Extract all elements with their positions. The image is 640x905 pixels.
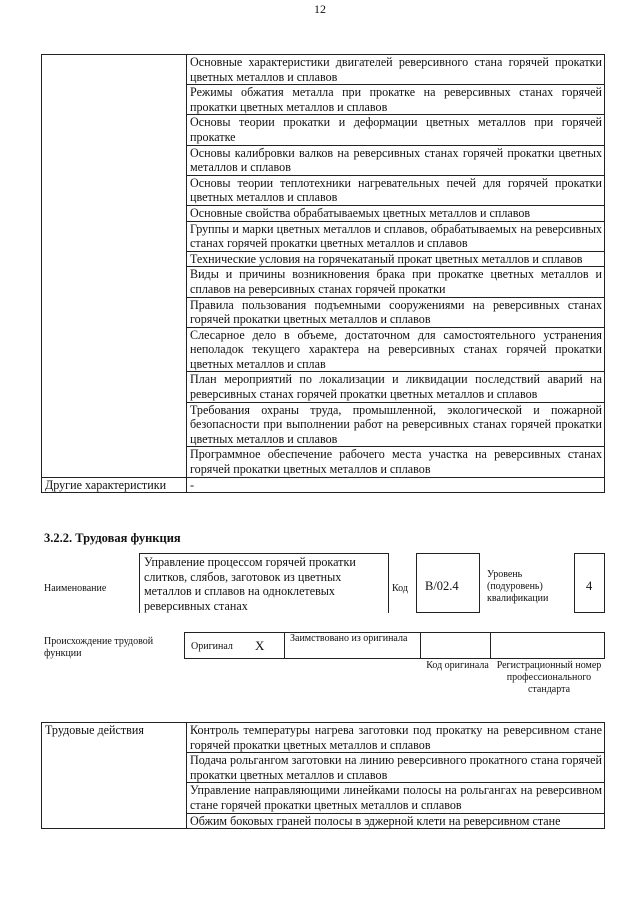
level-value: 4 (586, 579, 593, 593)
action-cell: Управление направляющими линейками полосы на рольгангах на реверсивном стане горячей прокатки цветных металлов и сплавов (187, 783, 605, 813)
characteristic-cell: Основы теории прокатки и деформации цветных металлов при горячей прокатке (187, 115, 605, 145)
level-label: Уровень (подуровень) квалификации (487, 569, 549, 604)
other-characteristics-value: - (187, 477, 605, 493)
characteristic-cell: Основные свойства обрабатываемых цветных металлов и сплавов (187, 205, 605, 221)
code-box (416, 553, 480, 613)
characteristic-cell: Слесарное дело в объеме, достаточном для самостоятельного устранения неполадок текущего характера на реверсивных станах горячей прокатки цветных металлов и сплав (187, 327, 605, 372)
level-box (574, 553, 605, 613)
characteristic-cell: Технические условия на горячекатаный прокат цветных металлов и сплавов (187, 251, 605, 267)
borrowed-label: Заимствовано из оригинала (290, 633, 408, 644)
characteristic-cell: Группы и марки цветных металлов и сплавов, обрабатываемых на реверсивных станах горячей прокатки цветных металлов и сплавов (187, 221, 605, 251)
characteristic-cell: План мероприятий по локализации и ликвидации последствий аварий на реверсивных станах горячей прокатки цветных металлов и сплавов (187, 372, 605, 402)
reg-number-caption: Регистрационный номер профессионального стандарта (496, 660, 602, 695)
other-characteristics-label: Другие характеристики (42, 477, 187, 493)
characteristic-cell: Основы теории теплотехники нагревательных печей для горячей прокатки цветных металлов и сплавов (187, 175, 605, 205)
section-heading: 3.2.2. Трудовая функция (44, 531, 181, 545)
name-label: Наименование (44, 583, 107, 594)
name-value: Управление процессом горячей прокатки слитков, слябов, заготовок из цветных металлов и сплавов на одноклетевых реверсивных станах (144, 555, 356, 613)
characteristic-cell: Режимы обжатия металла при прокатке на реверсивных станах горячей прокатки цветных металлов и сплавов (187, 85, 605, 115)
table-row (42, 477, 605, 493)
characteristic-cell: Правила пользования подъемными сооружениями на реверсивных станах горячей прокатки цветных металлов и сплавов (187, 297, 605, 327)
original-label: Оригинал (191, 641, 233, 652)
table-row (42, 723, 605, 753)
actions-label: Трудовые действия (42, 723, 187, 829)
code-value: B/02.4 (425, 579, 459, 593)
action-cell: Подача рольгангом заготовки на линию реверсивного прокатного стана горячей прокатки цветных металлов и сплавов (187, 753, 605, 783)
label-cell-empty (42, 55, 187, 478)
action-cell: Обжим боковых граней полосы в эджерной клети на реверсивном стане (187, 813, 605, 829)
actions-table (41, 722, 605, 829)
characteristic-cell: Виды и причины возникновения брака при прокатке цветных металлов и сплавов на реверсивных станах горячей прокатки (187, 267, 605, 297)
table-row (42, 55, 605, 85)
characteristic-cell: Требования охраны труда, промышленной, экологической и пожарной безопасности при выполнении работ на реверсивных станах горячей прокатки цветных металлов и сплавов (187, 402, 605, 447)
characteristics-table (41, 54, 605, 493)
code-original-caption: Код оригинала (426, 660, 489, 671)
characteristic-cell: Программное обеспечение рабочего места участка на реверсивных станах горячей прокатки цветных металлов и сплавов (187, 447, 605, 477)
name-box (139, 553, 389, 613)
action-cell: Контроль температуры нагрева заготовки под прокатку на реверсивном стане горячей прокатки цветных металлов и сплавов (187, 723, 605, 753)
characteristic-cell: Основные характеристики двигателей реверсивного стана горячей прокатки цветных металлов и сплавов (187, 55, 605, 85)
origin-label: Происхождение трудовой функции (44, 636, 154, 659)
code-label: Код (392, 583, 408, 594)
page-number: 12 (314, 2, 326, 16)
original-mark: X (255, 638, 265, 653)
characteristic-cell: Основы калибровки валков на реверсивных станах горячей прокатки цветных металлов и сплавов (187, 145, 605, 175)
